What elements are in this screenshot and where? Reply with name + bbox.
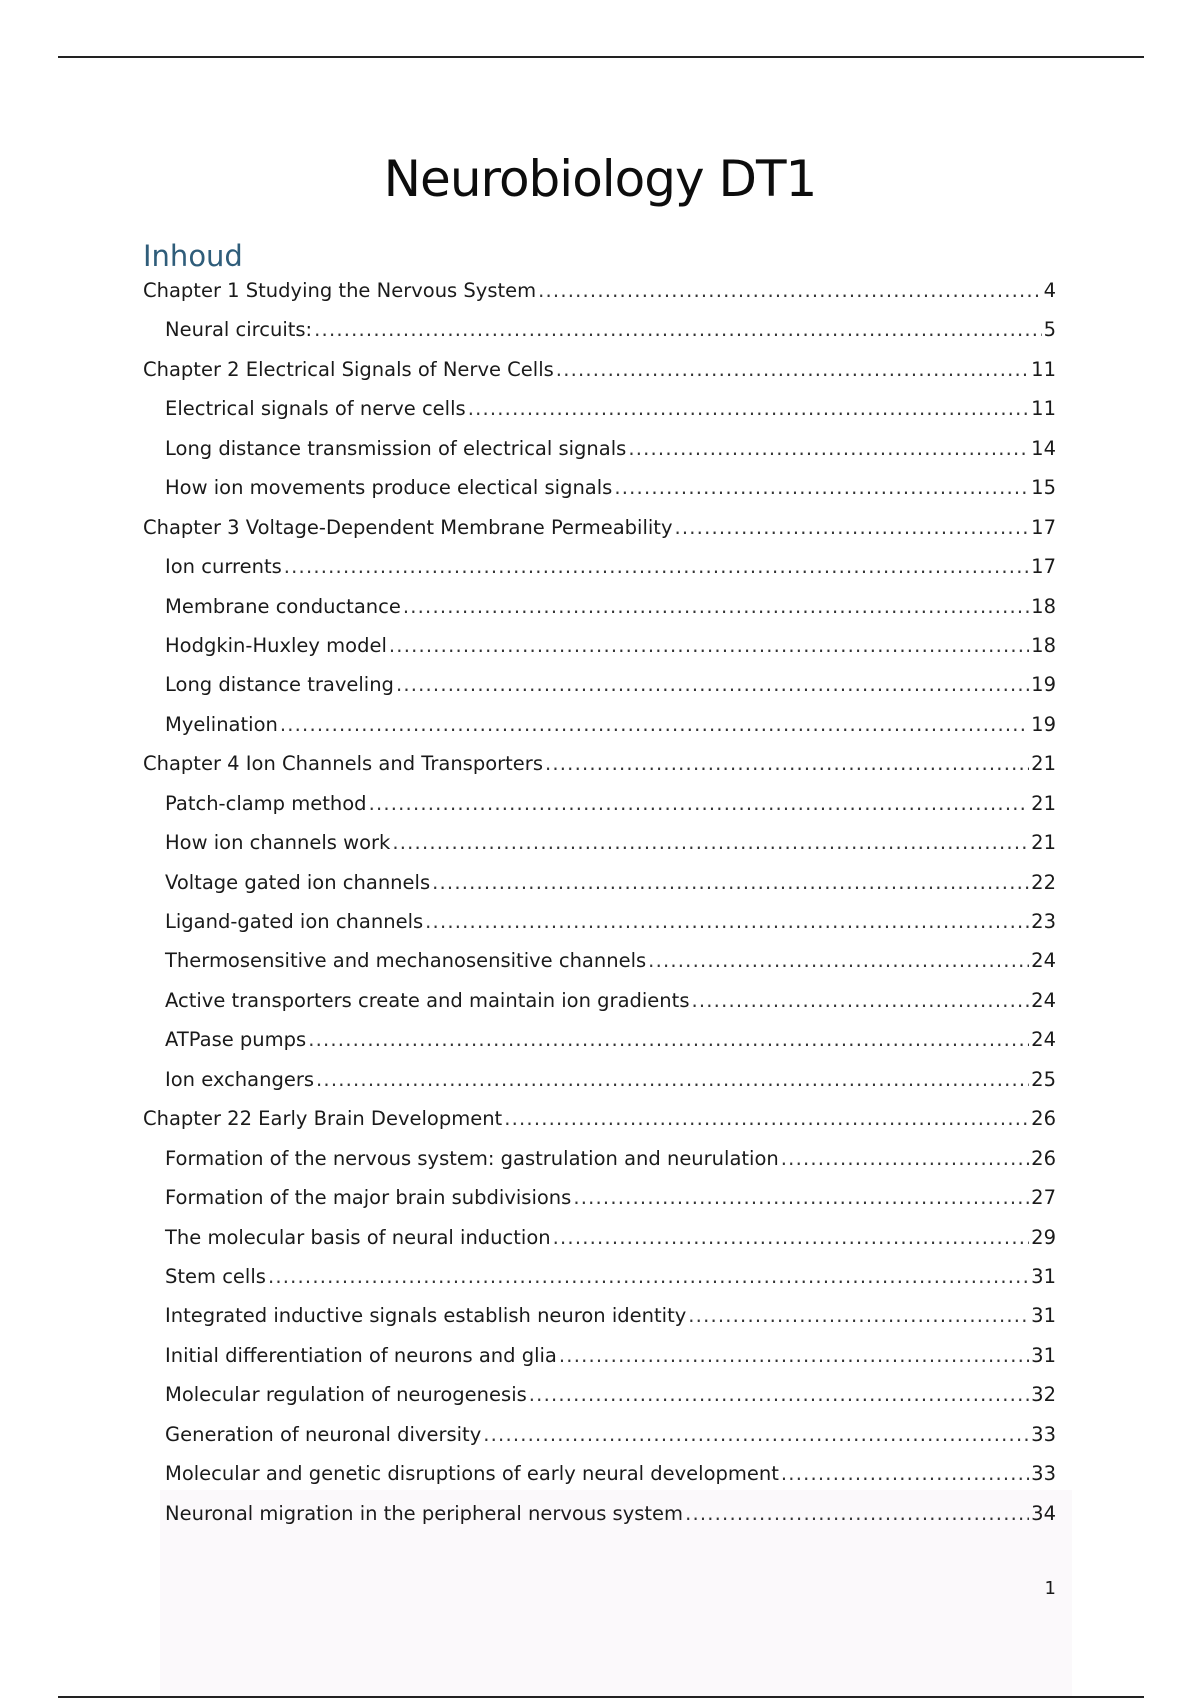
toc-entry-page: 26 [1031, 1107, 1056, 1131]
toc-entry-page: 32 [1031, 1383, 1056, 1407]
toc-entry-page: 23 [1031, 910, 1056, 933]
toc-section-entry[interactable] [143, 868, 1056, 907]
toc-section-entry[interactable] [143, 1380, 1056, 1419]
toc-section-entry[interactable] [143, 1420, 1056, 1459]
toc-entry-page: 29 [1031, 1225, 1056, 1249]
toc-entry-title: How ion channels work [165, 831, 391, 855]
toc-section-entry[interactable] [143, 552, 1056, 591]
toc-dot-leader [556, 355, 1029, 385]
toc-entry-page: 24 [1031, 949, 1056, 973]
toc-heading: Inhoud [143, 239, 243, 273]
toc-entry-title: ATPase pumps [165, 1028, 307, 1052]
toc-section-entry[interactable] [143, 828, 1056, 867]
table-of-contents [143, 276, 1056, 1538]
toc-entry-title: Thermosensitive and mechanosensitive channels [165, 949, 647, 973]
toc-entry-page: 26 [1031, 1146, 1056, 1170]
toc-entry-page: 17 [1031, 555, 1056, 579]
toc-entry-title: Long distance traveling [165, 673, 394, 697]
toc-section-entry[interactable] [143, 1262, 1056, 1301]
toc-section-entry[interactable] [143, 315, 1056, 354]
toc-chapter-entry[interactable] [143, 276, 1056, 315]
toc-dot-leader [628, 434, 1029, 464]
toc-entry-title: Ion currents [165, 555, 282, 579]
toc-entry-page: 33 [1031, 1462, 1056, 1486]
toc-entry-title: Chapter 1 Studying the Nervous System [143, 279, 537, 302]
toc-entry-page: 11 [1031, 357, 1056, 381]
toc-section-entry[interactable] [143, 1223, 1056, 1262]
toc-entry-title: How ion movements produce electical signals [165, 476, 613, 500]
toc-entry-page: 31 [1031, 1264, 1056, 1288]
toc-section-entry[interactable] [143, 710, 1056, 749]
toc-entry-title: Neuronal migration in the peripheral nervous system [165, 1501, 684, 1525]
toc-entry-page: 22 [1031, 870, 1056, 894]
toc-entry-title: Molecular regulation of neurogenesis [165, 1383, 527, 1407]
toc-dot-leader [468, 394, 1029, 424]
toc-dot-leader [425, 907, 1029, 937]
toc-dot-leader [674, 513, 1029, 543]
toc-entry-page: 31 [1031, 1343, 1056, 1367]
toc-dot-leader [392, 828, 1029, 858]
document-title: Neurobiology DT1 [383, 150, 817, 208]
toc-entry-page: 18 [1031, 594, 1056, 618]
page-number: 1 [1044, 1578, 1056, 1599]
toc-dot-leader [559, 1341, 1029, 1371]
toc-entry-title: Chapter 22 Early Brain Development [143, 1107, 503, 1131]
toc-section-entry[interactable] [143, 1301, 1056, 1340]
toc-entry-title: Stem cells [165, 1264, 266, 1288]
toc-entry-title: Ion exchangers [165, 1067, 315, 1091]
toc-entry-page: 17 [1031, 515, 1056, 539]
toc-section-entry[interactable] [143, 1341, 1056, 1380]
toc-dot-leader [369, 789, 1030, 819]
toc-dot-leader [396, 670, 1029, 700]
toc-dot-leader [614, 473, 1029, 503]
toc-dot-leader [403, 592, 1029, 622]
toc-chapter-entry[interactable] [143, 355, 1056, 394]
toc-entry-page: 24 [1031, 988, 1056, 1012]
toc-entry-title: The molecular basis of neural induction [165, 1225, 551, 1249]
toc-section-entry[interactable] [143, 907, 1056, 946]
toc-entry-page: 5 [1043, 318, 1056, 342]
toc-section-entry[interactable] [143, 1144, 1056, 1183]
toc-entry-page: 14 [1031, 436, 1056, 460]
toc-entry-title: Hodgkin-Huxley model [165, 633, 387, 657]
toc-dot-leader [280, 710, 1029, 740]
toc-entry-page: 21 [1031, 791, 1056, 815]
toc-section-entry[interactable] [143, 394, 1056, 433]
toc-entry-page: 34 [1031, 1501, 1056, 1525]
toc-section-entry[interactable] [143, 1025, 1056, 1064]
toc-entry-page: 21 [1031, 752, 1056, 776]
toc-entry-title: Formation of the major brain subdivisions [165, 1186, 572, 1210]
toc-section-entry[interactable] [143, 670, 1056, 709]
toc-entry-page: 19 [1031, 673, 1056, 697]
toc-dot-leader [781, 1144, 1029, 1174]
toc-entry-page: 27 [1031, 1186, 1056, 1210]
toc-section-entry[interactable] [143, 1183, 1056, 1222]
toc-section-entry[interactable] [143, 789, 1056, 828]
toc-chapter-entry[interactable] [143, 513, 1056, 552]
toc-dot-leader [688, 1301, 1029, 1331]
toc-dot-leader [389, 631, 1029, 661]
toc-entry-title: Patch-clamp method [165, 791, 367, 815]
toc-entry-page: 25 [1031, 1067, 1056, 1091]
toc-entry-title: Molecular and genetic disruptions of early neural development [165, 1462, 779, 1486]
toc-entry-page: 18 [1031, 633, 1056, 657]
toc-section-entry[interactable] [143, 631, 1056, 670]
toc-entry-title: Formation of the nervous system: gastrulation and neurulation [165, 1146, 779, 1170]
toc-entry-page: 19 [1031, 712, 1056, 736]
toc-section-entry[interactable] [143, 986, 1056, 1025]
bottom-rule [58, 1696, 1144, 1698]
toc-dot-leader [284, 552, 1029, 582]
toc-dot-leader [504, 1104, 1029, 1134]
top-rule [58, 56, 1144, 58]
toc-entry-title: Membrane conductance [165, 594, 401, 618]
toc-dot-leader [316, 1065, 1029, 1095]
toc-entry-page: 4 [1043, 279, 1056, 302]
toc-section-entry[interactable] [143, 434, 1056, 473]
toc-entry-page: 24 [1031, 1028, 1056, 1052]
toc-chapter-entry[interactable] [143, 1104, 1056, 1143]
toc-entry-title: Initial differentiation of neurons and glia [165, 1343, 557, 1367]
toc-section-entry[interactable] [143, 946, 1056, 985]
toc-section-entry[interactable] [143, 1499, 1056, 1538]
toc-dot-leader [538, 276, 1041, 306]
toc-dot-leader [573, 1183, 1029, 1213]
toc-entry-title: Voltage gated ion channels [165, 870, 431, 894]
toc-dot-leader [545, 749, 1029, 779]
toc-dot-leader [691, 986, 1029, 1016]
toc-entry-title: Myelination [165, 712, 278, 736]
toc-entry-page: 33 [1031, 1422, 1056, 1446]
toc-entry-title: Electrical signals of nerve cells [165, 397, 466, 421]
toc-dot-leader [648, 946, 1029, 976]
toc-dot-leader [483, 1420, 1029, 1450]
toc-section-entry[interactable] [143, 1065, 1056, 1104]
toc-chapter-entry[interactable] [143, 749, 1056, 788]
toc-entry-page: 11 [1031, 397, 1056, 421]
toc-section-entry[interactable] [143, 592, 1056, 631]
toc-dot-leader [529, 1380, 1029, 1410]
toc-entry-page: 31 [1031, 1304, 1056, 1328]
toc-entry-title: Chapter 2 Electrical Signals of Nerve Cells [143, 357, 554, 381]
toc-entry-title: Active transporters create and maintain ion gradients [165, 988, 690, 1012]
toc-entry-title: Generation of neuronal diversity [165, 1422, 482, 1446]
toc-dot-leader [553, 1223, 1030, 1253]
toc-entry-title: Ligand-gated ion channels [165, 910, 424, 933]
toc-dot-leader [314, 315, 1041, 345]
toc-entry-page: 21 [1031, 831, 1056, 855]
toc-entry-title: Long distance transmission of electrical signals [165, 436, 627, 460]
toc-entry-title: Integrated inductive signals establish neuron identity [165, 1304, 687, 1328]
toc-dot-leader [685, 1499, 1029, 1529]
toc-section-entry[interactable] [143, 473, 1056, 512]
toc-entry-title: Chapter 3 Voltage-Dependent Membrane Permeability [143, 515, 673, 539]
toc-dot-leader [781, 1459, 1029, 1489]
toc-dot-leader [268, 1262, 1029, 1292]
toc-entry-page: 15 [1031, 476, 1056, 500]
toc-dot-leader [308, 1025, 1029, 1055]
toc-entry-title: Chapter 4 Ion Channels and Transporters [143, 752, 543, 776]
toc-section-entry[interactable] [143, 1459, 1056, 1498]
toc-dot-leader [432, 868, 1029, 898]
toc-entry-title: Neural circuits: [165, 318, 313, 342]
